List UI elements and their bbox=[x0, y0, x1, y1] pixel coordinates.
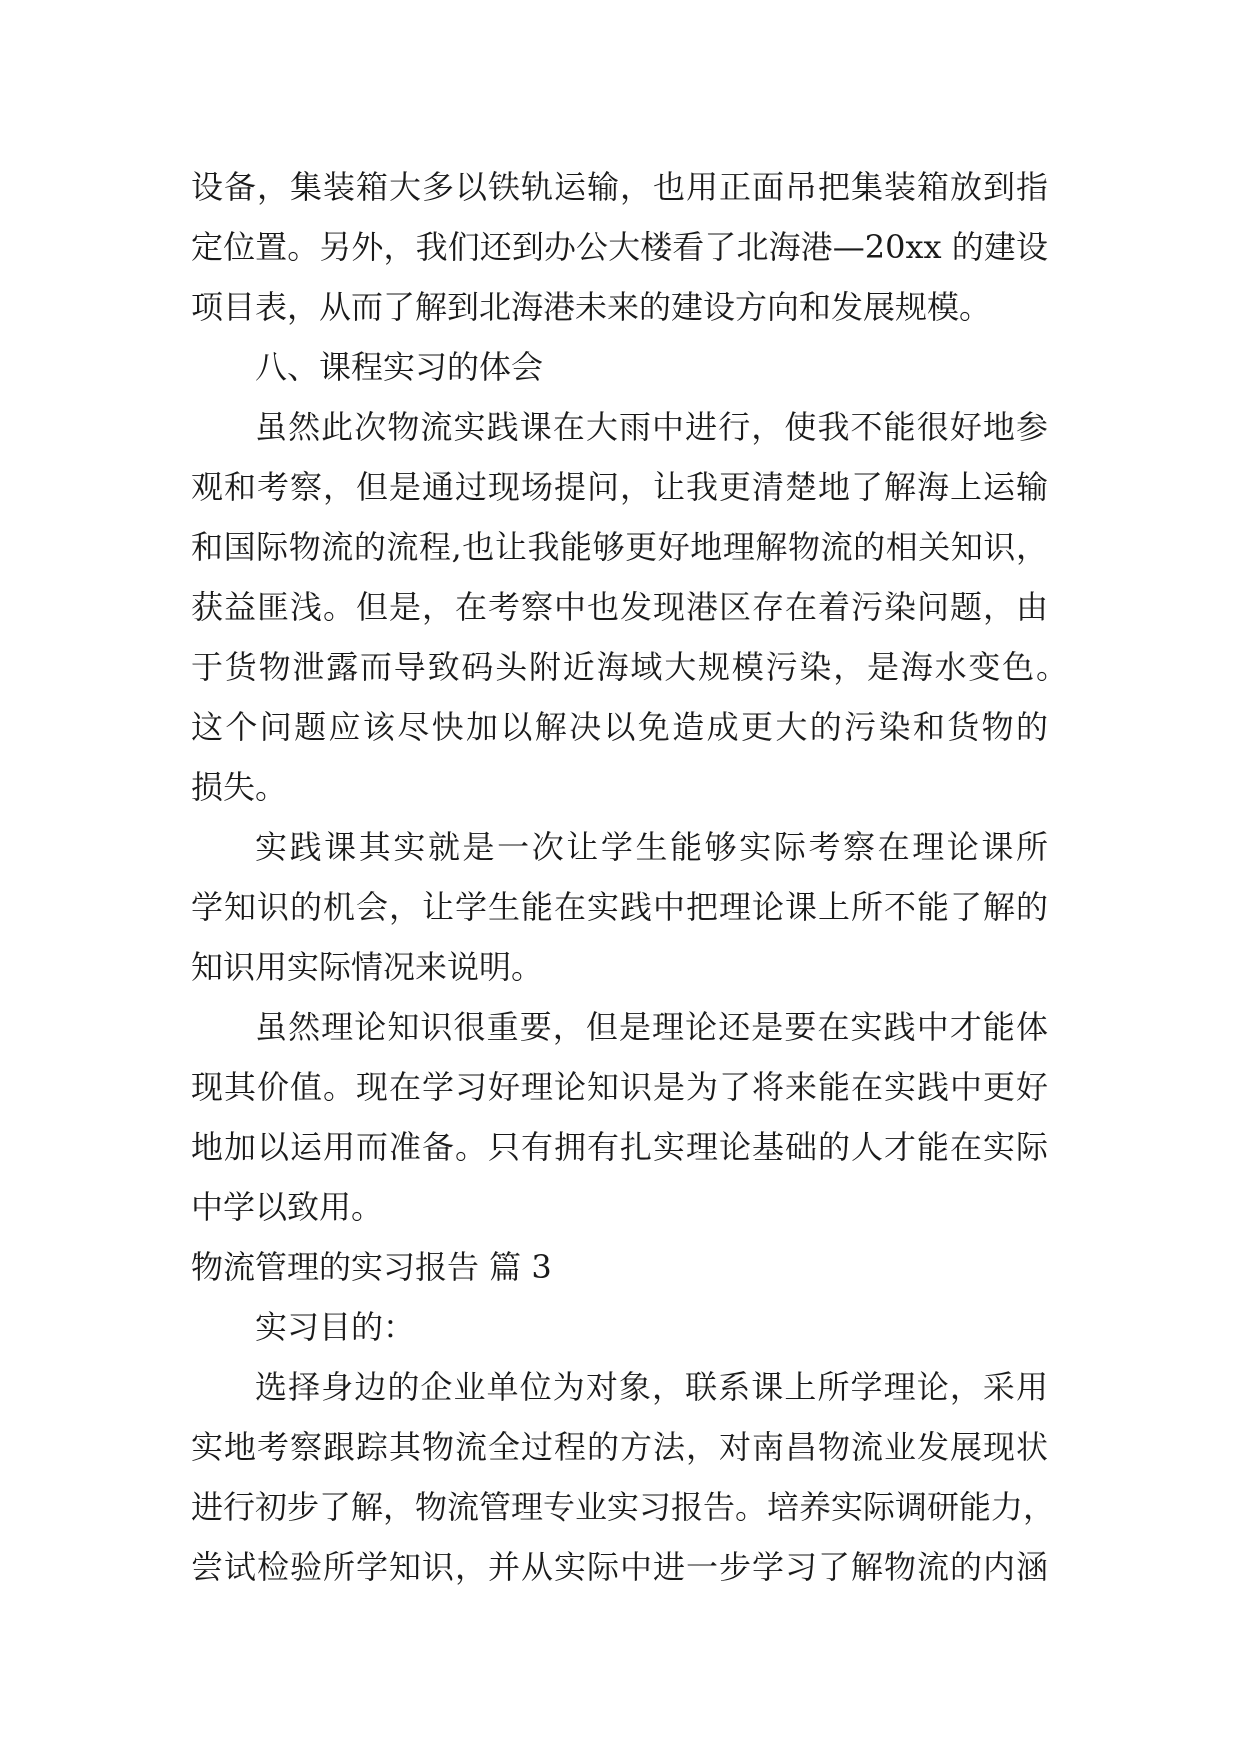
text-line: 实践课其实就是一次让学生能够实际考察在理论课所 bbox=[255, 828, 1048, 866]
article-title: 物流管理的实习报告 篇 3 bbox=[191, 1248, 552, 1286]
text-line: 损失。 bbox=[191, 768, 288, 806]
text-line: 现其价值。现在学习好理论知识是为了将来能在实践中更好 bbox=[191, 1068, 1048, 1106]
text-line: 尝试检验所学知识，并从实际中进一步学习了解物流的内涵 bbox=[191, 1548, 1048, 1586]
text-line: 虽然理论知识很重要，但是理论还是要在实践中才能体 bbox=[255, 1008, 1048, 1046]
text-line: 观和考察，但是通过现场提问，让我更清楚地了解海上运输 bbox=[191, 468, 1048, 506]
text-line: 和国际物流的流程,也让我能够更好地理解物流的相关知识， bbox=[191, 528, 1048, 566]
section-heading: 实习目的： bbox=[255, 1308, 416, 1346]
text-line: 项目表，从而了解到北海港未来的建设方向和发展规模。 bbox=[191, 288, 992, 326]
text-line: 进行初步了解，物流管理专业实习报告。培养实际调研能力， bbox=[191, 1488, 1056, 1526]
text-line: 知识用实际情况来说明。 bbox=[191, 948, 544, 986]
text-line: 实地考察跟踪其物流全过程的方法，对南昌物流业发展现状 bbox=[191, 1428, 1048, 1466]
text-line: 于货物泄露而导致码头附近海域大规模污染，是海水变色。 bbox=[191, 648, 1068, 686]
text-line: 设备，集装箱大多以铁轨运输，也用正面吊把集装箱放到指 bbox=[191, 168, 1048, 206]
text-line: 获益匪浅。但是，在考察中也发现港区存在着污染问题，由 bbox=[191, 588, 1048, 626]
text-line: 学知识的机会，让学生能在实践中把理论课上所不能了解的 bbox=[191, 888, 1048, 926]
text-line: 选择身边的企业单位为对象，联系课上所学理论，采用 bbox=[255, 1368, 1048, 1406]
text-line: 这个问题应该尽快加以解决以免造成更大的污染和货物的 bbox=[191, 708, 1048, 746]
text-line: 定位置。另外，我们还到办公大楼看了北海港—20xx 的建设 bbox=[191, 228, 1048, 266]
section-heading: 八、课程实习的体会 bbox=[255, 348, 544, 386]
text-line: 地加以运用而准备。只有拥有扎实理论基础的人才能在实际 bbox=[191, 1128, 1048, 1166]
text-line: 虽然此次物流实践课在大雨中进行，使我不能很好地参 bbox=[255, 408, 1048, 446]
text-line: 中学以致用。 bbox=[191, 1188, 384, 1226]
